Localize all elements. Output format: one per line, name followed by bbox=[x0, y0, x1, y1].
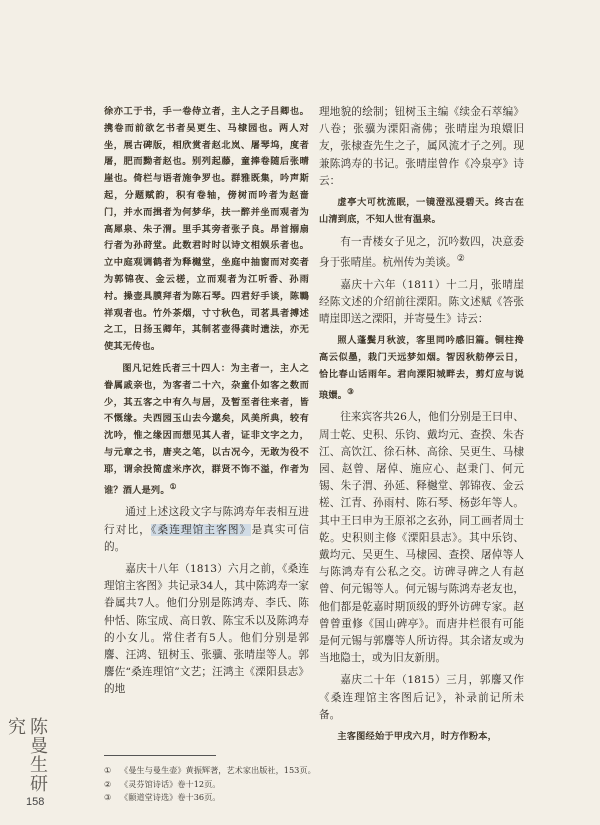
quote-text: 照人蓬鬓月秋波，客里同吟感旧篇。铜柱搀高云似墨，栽门天远梦如烟。智因秋舫停云日，恰比春山话雨年。君向溧阳城畔去，剪灯应与说琅嬛。 bbox=[319, 335, 524, 401]
body-text: 嘉庆十八年（1813）六月之前，《桑连理馆主客图》共记录34人，其中陈鸿寿一家眷属共7人。他们分别是陈鸿寿、李氏、陈仲恬、陈宝成、高日敦、陈宝禾以及陈鸿寿的小女儿。常住者有5人。他们分别是郭麐、汪鸿、钮树玉、张骥、张晴崖等人。郭麐佐“桑连理馆”文艺；汪鸿主《溧阳县志》的地 bbox=[104, 563, 309, 696]
body-text: 理地貌的绘制；钮树玉主编《续金石萃编》八卷；张骥为溧阳斋佛；张晴崖为琅嬛旧友，张棣查先生之子，属风流才子之列。现兼陈鸿寿的书记。张晴崖曾作《冷泉亭》诗云： bbox=[319, 106, 524, 187]
poem-quote bbox=[319, 333, 524, 404]
footnote-mark: ① bbox=[104, 765, 112, 775]
highlighted-text: 《桑连理馆主客图》 bbox=[151, 523, 252, 536]
body-paragraph bbox=[104, 504, 309, 556]
footnote-ref: ① bbox=[169, 481, 177, 491]
body-paragraph bbox=[319, 672, 524, 724]
body-paragraph bbox=[319, 234, 524, 272]
body-text: 是真实可信的。 bbox=[104, 523, 310, 553]
page-number: 158 bbox=[26, 796, 45, 808]
body-text: 通过上述这段文字与陈鸿寿年表相互进行对比， bbox=[104, 506, 309, 536]
footnote-text: 《颐道堂诗选》卷十36页。 bbox=[120, 792, 221, 802]
footnote-text: 《曼生与曼生壶》黄振辉著，艺术家出版社，153页。 bbox=[120, 765, 316, 775]
footnote bbox=[104, 764, 424, 778]
body-text: 嘉庆十六年（1811）十二月，张晴崖经陈文述的介绍前往溧阳。陈文述赋《答张晴崖即送之溧阳，并寄曼生》诗云： bbox=[319, 278, 524, 325]
footnote-ref: ② bbox=[456, 253, 465, 264]
quote-paragraph bbox=[104, 361, 309, 499]
quote-text: 图凡记姓氏者三十四人：为主者一，主人之眷属戚亲也，为客者二十六，杂童仆如客之数而少，其五客之中有久与居，及暂至者往来者，皆不慨缘。夫西园玉山去今邈矣，风美所典，较有沈吟，惟之缘因而想见其人者，证非文字之力，与元章之书，唐夹之笔，以古况今，无敢为役不耶，谓余投简虚米序次，群贤不饰不溢，作者为谁？酒人是列。 bbox=[104, 362, 309, 496]
body-text: 有一青楼女子见之，沉吟数四，决意委身于张晴崖。杭州传为美谈。 bbox=[319, 235, 524, 269]
body-paragraph bbox=[104, 561, 309, 699]
footnote-divider bbox=[104, 755, 216, 756]
poem-quote: 虚亭大可枕流眠，一镜澄泓浸碧天。终古在山清到底，不知人世有温泉。 bbox=[319, 197, 524, 225]
footnotes bbox=[104, 764, 424, 805]
footnote-mark: ② bbox=[104, 778, 112, 789]
footnote-ref: ③ bbox=[347, 386, 355, 396]
footnote-mark: ③ bbox=[104, 792, 112, 802]
body-text: 嘉庆二十年（1815）三月，郭麐又作《桑连理馆主客图后记》，补录前记所未备。 bbox=[319, 674, 524, 721]
book-title-seal: 陈曼生研究 bbox=[5, 717, 48, 793]
quote-paragraph: 徐亦工于书，手一卷侍立者，主人之子吕卿也。携卷而前欲乞书者吴更生、马棣园也。两人对坐，展古碑版，相欣赏者赵北岚、屠琴坞，度者屠，肥而黝者赵也。别列起藤，童捧卷随后张晴崖也。倚栏与语者施争罗也。群雅既集，吟声斯起，分题赋韵，积有卷轴，傍树而吟者为赵啬门，并水而揖者为何梦华，扶一醉并坐而观者为高犀泉、朱子渭。里手其旁者张子良。昂首搦扇行者为孙莳堂。此数君时时以诗文相娱乐者也。立中庭观调鹤者为释樾堂，坐庭中抽窗而对奕者为郭锦夜、金云槎，立而观者为江听香、孙雨村。操壶具膜拜者为陈石琴。四君好手谈，陈鶤祥观者也。竹外茶烟，寸寸秋色，司茗具者搏述之工，日扬玉卿年，其制茗壶得龚时遗法，亦无使其无传也。 bbox=[104, 106, 309, 353]
footnote bbox=[104, 791, 424, 805]
footnote-text: 《灵芬馆诗话》卷十12页。 bbox=[120, 778, 221, 789]
body-paragraph bbox=[319, 409, 524, 667]
right-column bbox=[319, 104, 524, 751]
footnote bbox=[104, 778, 424, 792]
quote-paragraph: 主客图经始于甲戌六月，时方作粉本， bbox=[337, 731, 497, 743]
body-paragraph bbox=[319, 277, 524, 329]
body-paragraph bbox=[319, 104, 524, 190]
body-text: 往来宾客共26人，他们分别是王曰申、周士乾、史积、乐钧、戴均元、查揆、朱杏江、高饮江、徐石林、高徐、吴更生、马棣园、赵曾、屠倬、施应心、赵秉门、何元锡、朱子渭、孙延、释樾堂、郭锦夜、金云槎、江青、孙雨村、陈石琴、杨彭年等人。其中王曰申为王原祁之玄孙，同工画者周士乾。史积则主修《溧阳县志》。其中乐钧、戴均元、吴更生、马棣园、查揆、屠倬等人与陈鸿寿有公私之交。访碑寻碑之人有赵曾、何元锡等人。何元锡与陈鸿寿老友也，他们都是乾嘉时期顶级的野外访碑专家。赵曾曾重修《国山碑亭》。而唐井栏很有可能是何元锡与郭麐等人所访得。其余诸友或为当地隐士，或为旧友新朋。 bbox=[319, 411, 524, 665]
left-column bbox=[104, 104, 309, 704]
